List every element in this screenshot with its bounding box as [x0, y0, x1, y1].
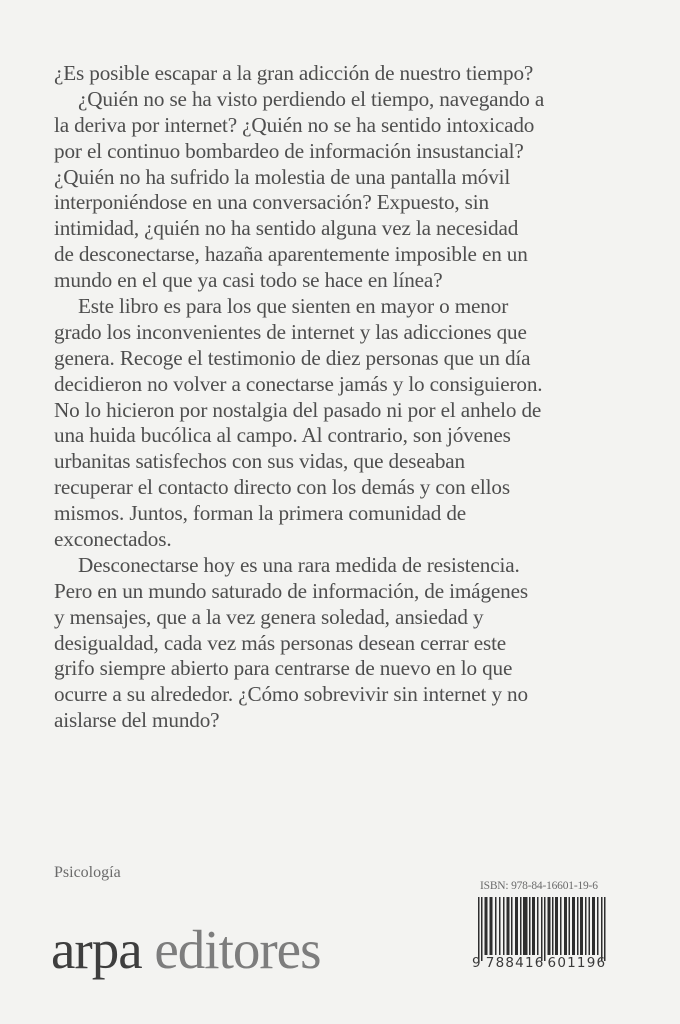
back-cover-blurb: [54, 61, 634, 734]
blurb-line: ocurre a su alrededor. ¿Cómo sobrevivir sin internet y no: [54, 682, 528, 707]
blurb-line: de desconectarse, hazaña aparentemente imposible en un: [54, 242, 528, 267]
blurb-line: No lo hicieron por nostalgia del pasado ni por el anhelo de: [54, 397, 542, 422]
barcode-digit-first: 9: [472, 955, 482, 971]
publisher-logo: [51, 920, 321, 980]
blurb-line: genera. Recoge el testimonio de diez personas que un día: [54, 345, 531, 370]
blurb-line: recuperar el contacto directo con los demás y con ellos: [54, 475, 510, 500]
publisher-logo-editores: editores: [154, 919, 321, 980]
barcode-digits-left: 788416: [485, 955, 545, 971]
blurb-line: por el continuo bombardeo de información insustancial?: [54, 138, 524, 163]
category-label: Psicología: [54, 864, 121, 881]
blurb-line: mundo en el que ya casi todo se hace en línea?: [54, 268, 443, 293]
blurb-line: desigualdad, cada vez más personas desean cerrar este: [54, 630, 507, 655]
blurb-line: Este libro es para los que sienten en mayor o menor: [78, 294, 509, 319]
blurb-line: aislarse del mundo?: [54, 708, 220, 733]
blurb-line: ¿Es posible escapar a la gran adicción de nuestro tiempo?: [54, 61, 534, 85]
isbn-label: ISBN: 978-84-16601-19-6: [480, 880, 598, 892]
blurb-line: una huida bucólica al campo. Al contrario, son jóvenes: [54, 423, 511, 448]
blurb-line: grifo siempre abierto para centrarse de nuevo en lo que: [54, 656, 513, 681]
blurb-line: ¿Quién no se ha visto perdiendo el tiempo, navegando a: [78, 86, 545, 111]
blurb-line: la deriva por internet? ¿Quién no se ha sentido intoxicado: [54, 112, 535, 137]
blurb-line: interponiéndose en una conversación? Expuesto, sin: [54, 190, 489, 215]
blurb-line: decidieron no volver a conectarse jamás y lo consiguieron.: [54, 371, 543, 396]
blurb-line: y mensajes, que a la vez genera soledad, ansiedad y: [54, 604, 484, 629]
blurb-line: ¿Quién no ha sufrido la molestia de una pantalla móvil: [54, 164, 511, 189]
blurb-line: exconectados.: [54, 527, 172, 552]
blurb-line: Pero en un mundo saturado de información, de imágenes: [54, 578, 528, 603]
blurb-line: grado los inconvenientes de internet y las adicciones que: [54, 319, 527, 344]
barcode-digits: [472, 955, 606, 971]
blurb-line: mismos. Juntos, forman la primera comunidad de: [54, 501, 467, 526]
blurb-line: intimidad, ¿quién no ha sentido alguna vez la necesidad: [54, 216, 519, 241]
blurb-line: urbanitas satisfechos con sus vidas, que deseaban: [54, 449, 465, 474]
blurb-line: Desconectarse hoy es una rara medida de resistencia.: [78, 552, 520, 577]
publisher-logo-arpa: arpa: [51, 919, 142, 980]
barcode-digits-right: 601196: [547, 955, 607, 971]
barcode-icon: [478, 897, 612, 961]
